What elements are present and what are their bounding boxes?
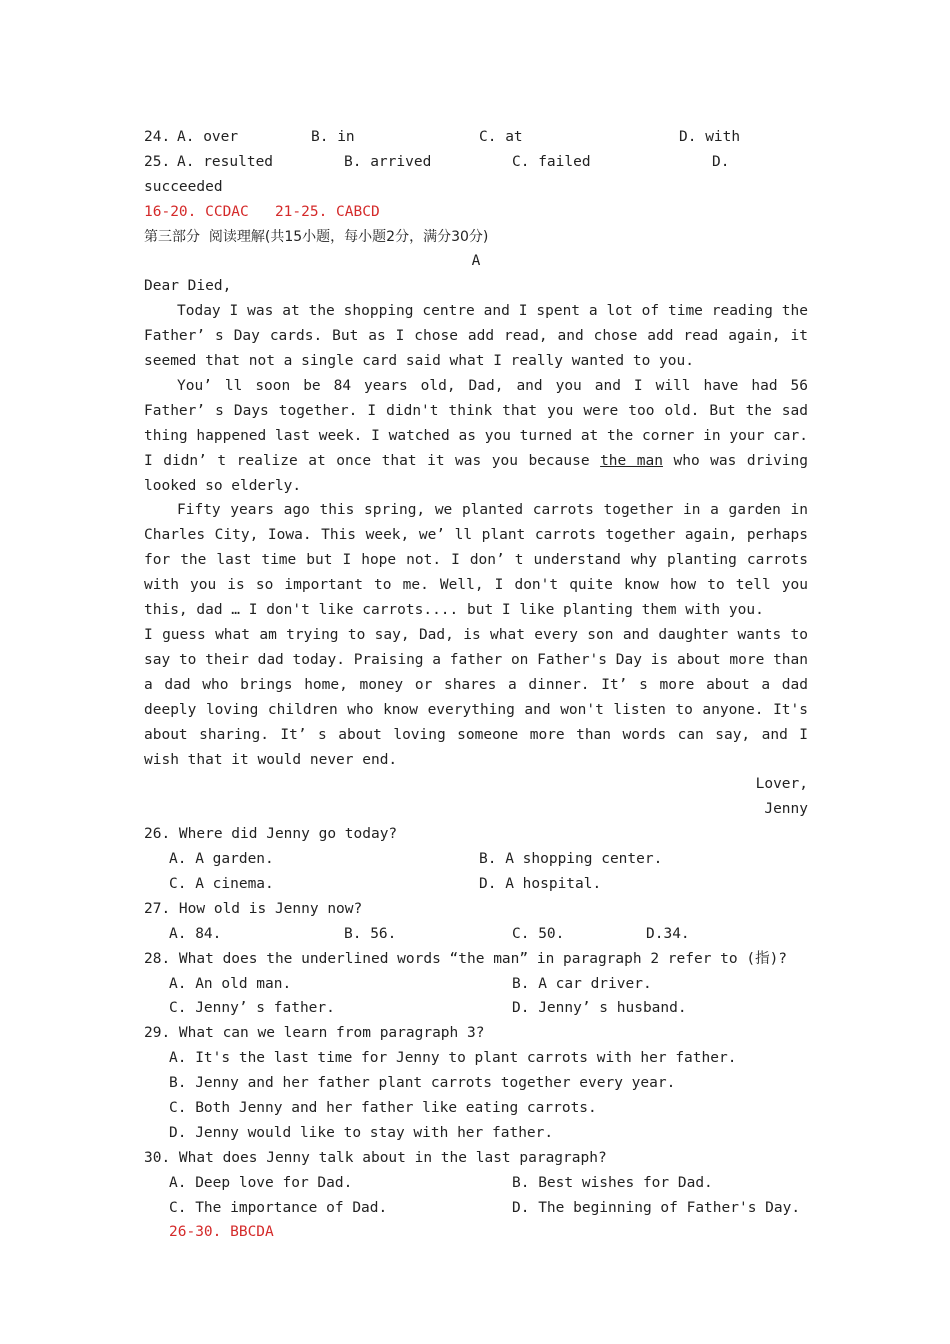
option-a: A. resulted	[177, 153, 274, 170]
answer-key-26-30: 26-30. BBCDA	[169, 1224, 274, 1241]
option-c: C. Jenny’ s father.	[169, 1000, 335, 1017]
option-c: C. Both Jenny and her father like eating carrots.	[169, 1100, 597, 1117]
letter-paragraph-2	[144, 374, 808, 499]
option-d: D. The beginning of Father's Day.	[512, 1199, 801, 1216]
question-24	[144, 125, 808, 150]
option-d: D.34.	[646, 925, 690, 942]
letter-signature: Jenny	[764, 801, 808, 818]
underlined-phrase: the man	[600, 452, 663, 469]
option-c: C. 50.	[512, 925, 565, 942]
question-number: 24.	[144, 129, 171, 145]
question-26-stem: 26. Where did Jenny go today?	[144, 826, 398, 843]
question-29-stem: 29. What can we learn from paragraph 3?	[144, 1025, 485, 1042]
option-a: A. An old man.	[169, 975, 292, 992]
option-d: D.	[712, 153, 730, 170]
letter-paragraph-1: Today I was at the shopping centre and I spent a lot of time reading the Father’ s Day cards. But as I chose add read, and chose add read again, it seemed that not a single card said what I really wanted to you.	[144, 303, 808, 370]
option-a: A. 84.	[169, 925, 222, 942]
option-d-continued: succeeded	[144, 178, 223, 195]
option-b: B. 56.	[344, 925, 397, 942]
option-a: A. It's the last time for Jenny to plant carrots with her father.	[169, 1050, 737, 1067]
question-28-stem: 28. What does the underlined words “the man” in paragraph 2 refer to (指)?	[144, 950, 788, 967]
option-c: C. failed	[512, 153, 591, 170]
option-b: B. Jenny and her father plant carrots together every year.	[169, 1075, 676, 1092]
option-b: B. in	[311, 129, 355, 145]
question-25	[144, 150, 808, 175]
option-b: B. arrived	[344, 153, 432, 170]
option-d: D. A hospital.	[479, 876, 602, 893]
option-c: C. at	[479, 129, 523, 145]
question-30-options-row	[144, 1196, 808, 1221]
letter-greeting: Dear Died,	[144, 278, 232, 295]
letter-closing: Lover,	[755, 776, 808, 793]
question-number: 25.	[144, 153, 171, 170]
paragraph-text: who was driving looked so elderly.	[144, 452, 808, 494]
question-30-stem: 30. What does Jenny talk about in the last paragraph?	[144, 1149, 607, 1166]
option-d: D. Jenny’ s husband.	[512, 1000, 687, 1017]
option-d: D. Jenny would like to stay with her father.	[169, 1124, 554, 1141]
question-27-stem: 27. How old is Jenny now?	[144, 900, 363, 917]
passage-label: A	[471, 253, 481, 270]
letter-paragraph-3: Fifty years ago this spring, we planted carrots together in a garden in Charles City, Iowa. This week, we’ ll plant carrots together again, perhaps for the last time but I hope not. I don’ t understand why planting carrots with you is so important to me. Well, I don't quite know how to tell you this, dad … I don't like carrots.... but I like planting them with you.	[144, 502, 808, 619]
question-28-options-row	[144, 972, 808, 997]
option-b: B. A car driver.	[512, 975, 652, 992]
section-heading: 第三部分 阅读理解(共15小题，每小题2分，满分30分)	[144, 228, 489, 245]
option-b: B. A shopping center.	[479, 851, 663, 868]
question-28-options-row	[144, 996, 808, 1021]
option-c: C. A cinema.	[169, 876, 274, 893]
letter-paragraph-4: I guess what am trying to say, Dad, is what every son and daughter wants to say to their dad today. Praising a father on Father's Day is about more than a dad who brings home, money or shares a dinner. It’ s more about a dad deeply loving children who know everything and won't listen to anyone. It's about sharing. It’ s about loving someone more than words can say, and I wish that it would never end.	[144, 627, 808, 768]
question-26-options-row	[144, 847, 808, 872]
option-c: C. The importance of Dad.	[169, 1199, 388, 1216]
question-26-options-row	[144, 872, 808, 897]
option-a: A. over	[177, 129, 239, 145]
question-27-options-row	[144, 922, 808, 947]
option-a: A. A garden.	[169, 851, 274, 868]
document-page	[144, 125, 808, 1245]
paragraph-text: You’ ll soon be 84 years old, Dad, and you and I will have had 56 Father’ s Days together. I didn't think that you were too old. But the sad thing happened last week. I watched as you turned at the corner in your car. I didn’ t realize at once that it was you because	[144, 377, 808, 469]
option-b: B. Best wishes for Dad.	[512, 1174, 713, 1191]
answer-key-16-25: 16-20. CCDAC 21-25. CABCD	[144, 203, 380, 220]
question-30-options-row	[144, 1171, 808, 1196]
option-d: D. with	[679, 129, 741, 145]
option-a: A. Deep love for Dad.	[169, 1174, 353, 1191]
